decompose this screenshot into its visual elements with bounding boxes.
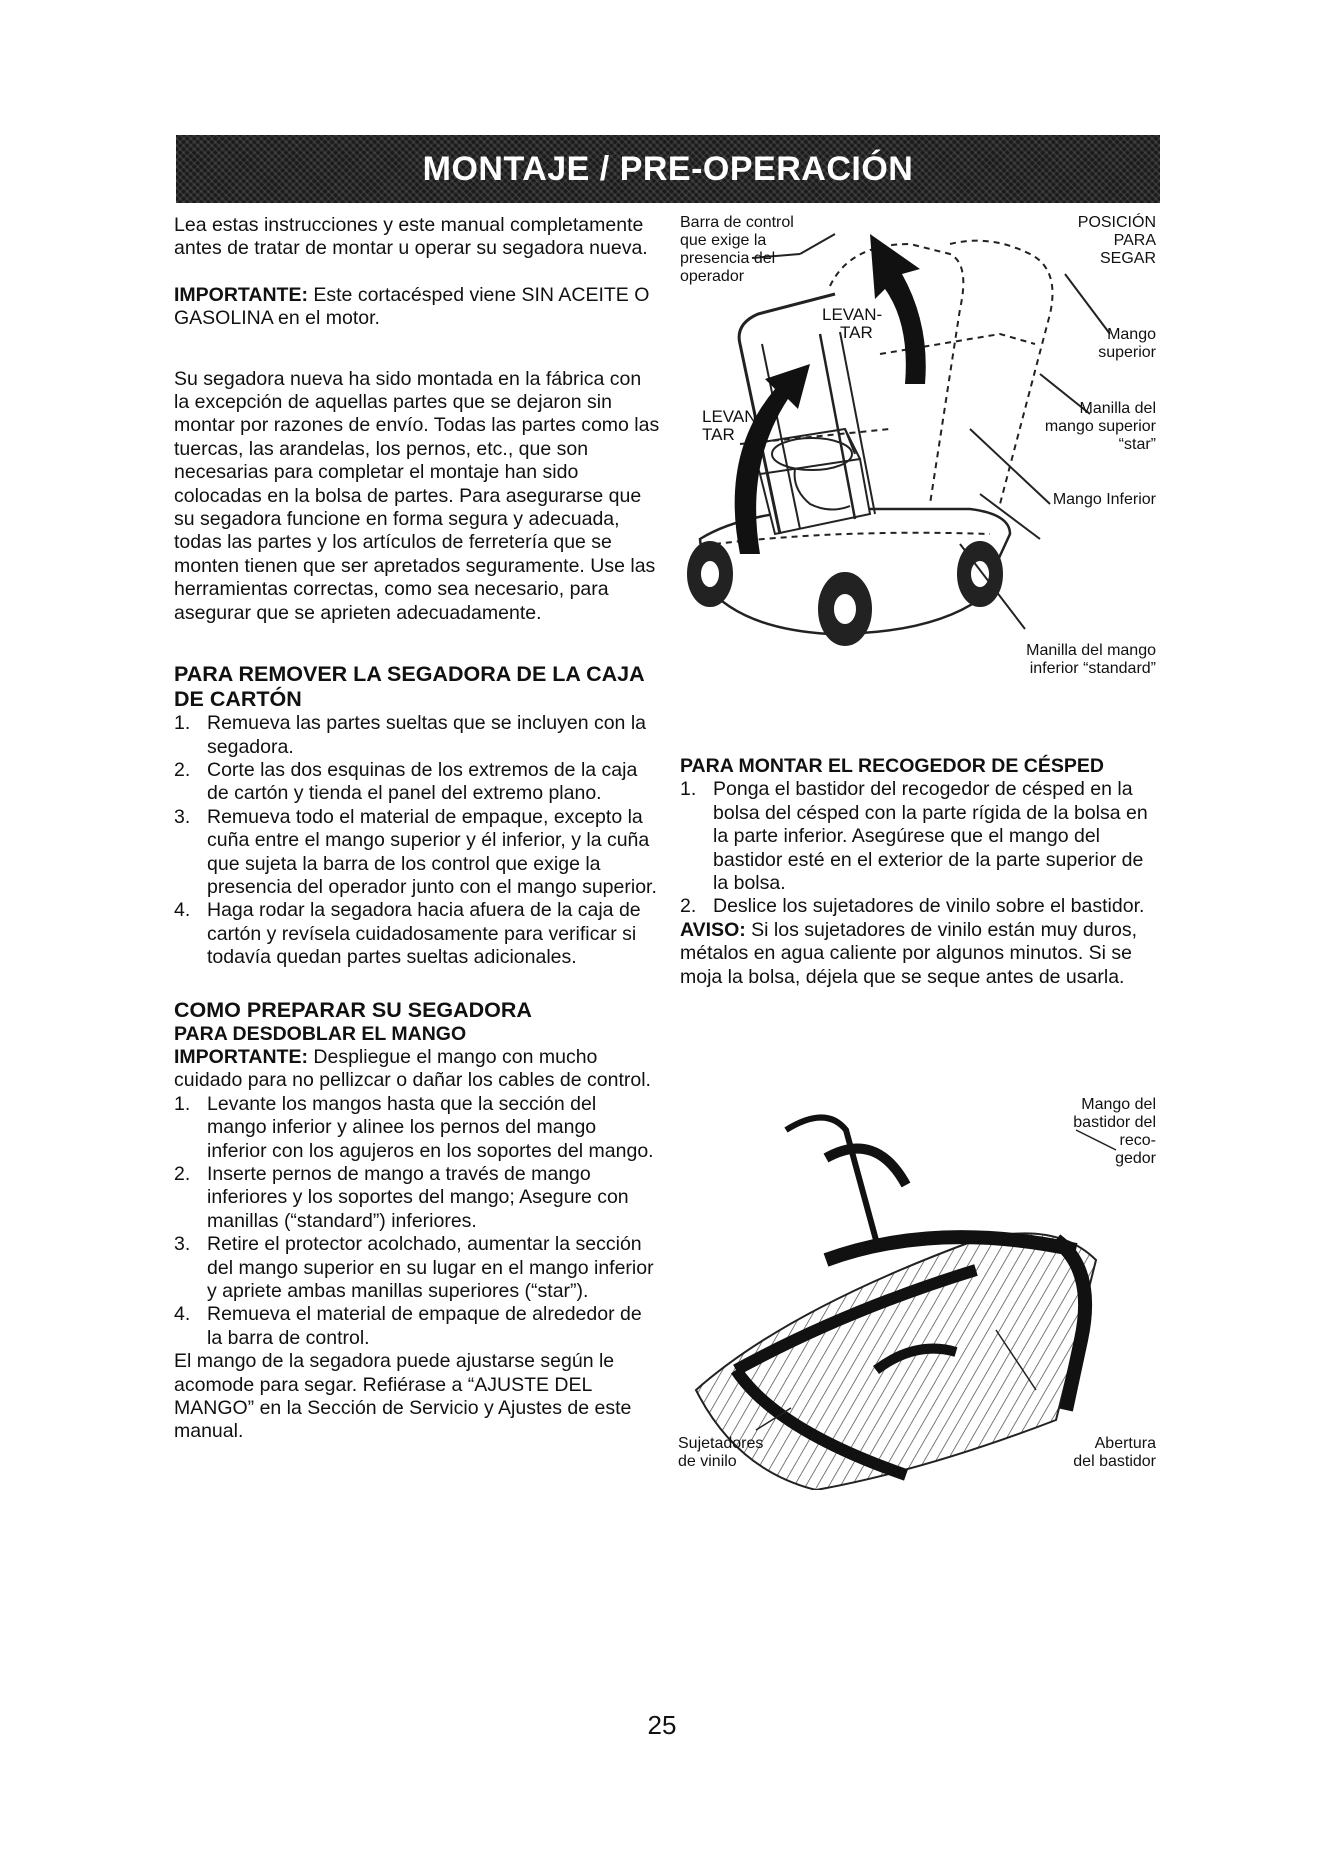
list-item: 4. Remueva el material de empaque de alrededor de la barra de control. — [174, 1303, 642, 1349]
mango-bastidor-label: Mango del bastidor del reco- gedor — [1073, 1096, 1156, 1167]
list-item: 1. Levante los mangos hasta que la sección del mango inferior y alinee los pernos del mango inferior con los agujeros en los soportes del mango. — [174, 1092, 654, 1162]
important-label: IMPORTANTE: — [174, 283, 308, 306]
prepare-heading: COMO PREPARAR SU SEGADORA — [174, 997, 532, 1022]
list-item: 3. Remueva todo el material de empaque, excepto la cuña entre el mango superior y él inferior, y la cuña que sujeta la barra de los control que exige la presencia del operador junto con el mango superior. — [174, 805, 657, 898]
barra-label: Barra de control que exige la presencia del operador — [680, 214, 794, 285]
manilla-superior-label: Manilla del mango superior “star” — [1044, 400, 1156, 453]
levantar-top-label: LEVAN- TAR — [822, 305, 883, 342]
remove-steps — [174, 712, 660, 969]
important-text: Este cortacésped viene SIN ACEITE O GASOLINA en el motor. — [174, 283, 650, 330]
mower-handle-figure — [680, 214, 1156, 704]
remove-heading: PARA REMOVER LA SEGADORA DE LA CAJA DE CARTÓN — [174, 662, 644, 712]
list-item: 3. Retire el protector acolchado, aumentar la sección del mango superior en su lugar en el mango inferior y apriete ambas manillas superiores (“star”). — [174, 1233, 654, 1303]
grass-catcher-heading: PARA MONTAR EL RECOGEDOR DE CÉSPED — [680, 755, 1104, 777]
unfold-important: IMPORTANTE: Despliegue el mango con mucho cuidado para no pellizcar o dañar los cables de control. — [174, 1045, 651, 1092]
list-item: 1. Ponga el bastidor del recogedor de césped en la bolsa del césped con la parte rígida de la bolsa en la parte inferior. Asegúrese que el mango del bastidor esté en el exterior de la parte superior de la bolsa. — [680, 778, 1148, 895]
mower-illustration — [680, 214, 1156, 704]
list-item: 1. Remueva las partes sueltas que se incluyen con la segadora. — [174, 712, 646, 758]
grass-catcher-figure — [676, 1090, 1156, 1490]
closing-paragraph: El mango de la segadora puede ajustarse según le acomode para segar. Refiérase a “AJUSTE DEL MANGO” en la Sección de Servicio y Ajustes de este manual. — [174, 1350, 632, 1443]
unfold-steps — [174, 1093, 660, 1350]
mango-superior-label: Mango superior — [1098, 326, 1156, 361]
important-paragraph — [174, 284, 660, 331]
section-banner — [176, 135, 1160, 203]
unfold-heading: PARA DESDOBLAR EL MANGO — [174, 1022, 467, 1045]
abertura-label: Abertura del bastidor — [1073, 1435, 1156, 1470]
list-item: 2. Deslice los sujetadores de vinilo sobre el bastidor. — [680, 895, 1145, 918]
levantar-left-label: LEVAN- TAR — [702, 407, 763, 444]
list-item: 4. Haga rodar la segadora hacia afuera de la caja de cartón y revísela cuidadosamente para verificar si todavía quedan partes sueltas adicionales. — [174, 899, 641, 969]
left-column — [174, 214, 660, 1444]
list-item: 2. Corte las dos esquinas de los extremos de la caja de cartón y tienda el panel del extremo plano. — [174, 758, 638, 805]
right-column — [680, 755, 1158, 989]
intro-paragraph: Lea estas instrucciones y este manual completamente antes de tratar de montar u operar su segadora nueva. — [174, 214, 648, 260]
section-title: MONTAJE / PRE-OPERACIÓN — [422, 149, 914, 188]
aviso-paragraph: AVISO: Si los sujetadores de vinilo están muy duros, métalos en agua caliente por algunos minutos. Si se moja la bolsa, déjela que se seque antes de usarla. — [680, 918, 1138, 988]
manilla-inferior-label: Manilla del mango inferior “standard” — [1026, 642, 1156, 677]
page-number: 25 — [647, 1710, 677, 1740]
posicion-label: POSICIÓN PARA SEGAR — [1077, 214, 1156, 267]
grass-catcher-steps — [680, 778, 1158, 918]
mango-inferior-label: Mango Inferior — [1052, 491, 1156, 508]
assembled-paragraph: Su segadora nueva ha sido montada en la fábrica con la excepción de aquellas partes que se dejaron sin montar por razones de envío. Todas las partes como las tuercas, las arandelas, los pernos, etc., que son necesarias para completar el montaje han sido colocadas en la bolsa de partes. Para asegurarse que su segadora funcione en forma segura y adecuada, todas las partes y los artículos de ferretería que se monten tienen que ser apretados seguramente. Use las herramientas correctas, como sea necesario, para asegurar que se aprieten adecuadamente. — [174, 367, 660, 624]
sujetadores-label: Sujetadores de vinilo — [678, 1435, 764, 1470]
list-item: 2. Inserte pernos de mango a través de mango inferiores y los soportes del mango; Asegure con manillas (“standard”) inferiores. — [174, 1163, 629, 1232]
